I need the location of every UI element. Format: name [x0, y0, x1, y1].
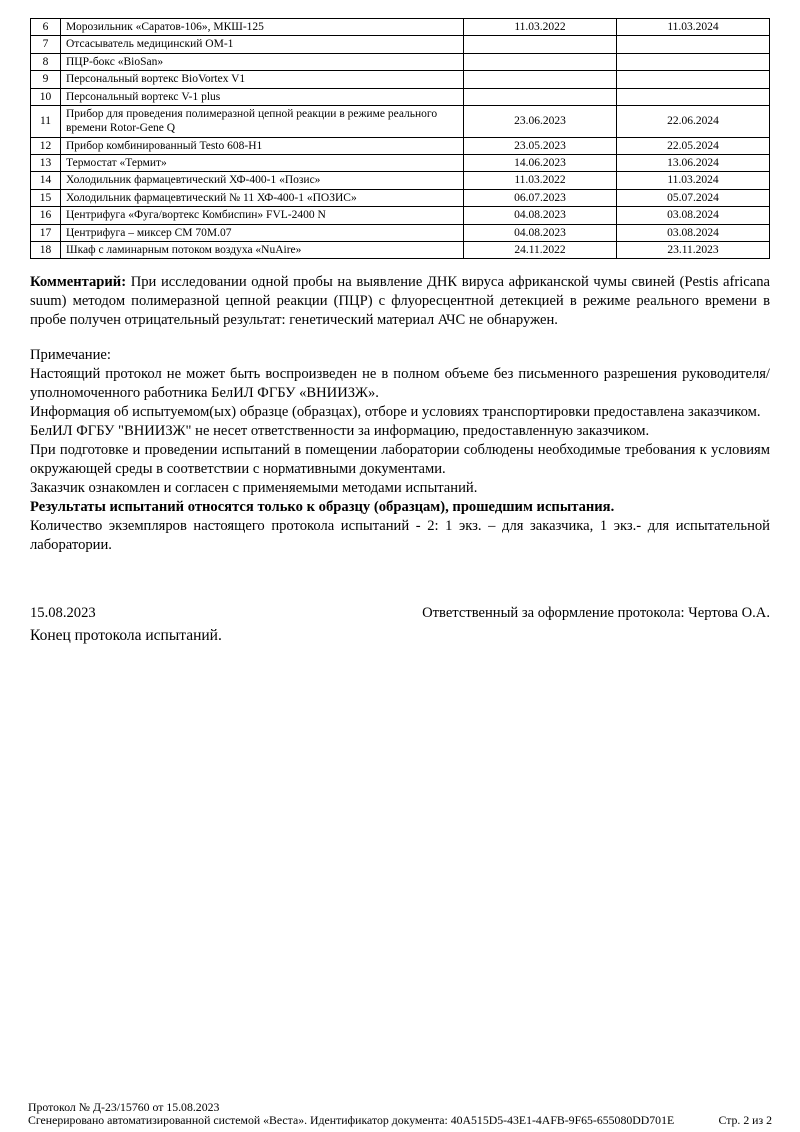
verification-date: 11.03.2022	[464, 19, 617, 36]
next-verification-date: 05.07.2024	[617, 189, 770, 206]
note-line: Количество экземпляров настоящего протокола испытаний - 2: 1 экз. – для заказчика, 1 экз.- для испытательной лаборатории.	[30, 517, 770, 553]
equipment-name: Центрифуга «Фуга/вортекс Комбиспин» FVL-2400 N	[61, 207, 464, 224]
next-verification-date: 03.08.2024	[617, 207, 770, 224]
notes-heading: Примечание:	[30, 347, 111, 364]
footer-page-number: Стр. 2 из 2	[718, 1113, 772, 1128]
equipment-name: Персональный вортекс V-1 plus	[61, 88, 464, 105]
verification-date	[464, 88, 617, 105]
table-row	[31, 207, 770, 224]
next-verification-date: 11.03.2024	[617, 172, 770, 189]
next-verification-date: 22.05.2024	[617, 137, 770, 154]
equipment-name: Морозильник «Саратов-106», МКШ-125	[61, 19, 464, 36]
footer-protocol-number: Протокол № Д-23/15760 от 15.08.2023	[28, 1099, 220, 1114]
note-line: БелИЛ ФГБУ "ВНИИЗЖ" не несет ответственности за информацию, предоставленную заказчиком.	[30, 423, 650, 440]
table-row	[31, 36, 770, 53]
row-number: 17	[31, 224, 61, 241]
note-line: Настоящий протокол не может быть воспроизведен не в полном объеме без письменного разрешения руководителя/уполномоченного работника БелИЛ ФГБУ «ВНИИЗЖ».	[30, 366, 770, 402]
table-row	[31, 105, 770, 137]
equipment-name: Центрифуга – миксер СМ 70М.07	[61, 224, 464, 241]
note-line: Информация об испытуемом(ых) образце (образцах), отборе и условиях транспортировки предоставлена заказчиком.	[30, 404, 761, 421]
verification-date	[464, 71, 617, 88]
table-row	[31, 137, 770, 154]
table-row	[31, 172, 770, 189]
next-verification-date: 23.11.2023	[617, 241, 770, 258]
verification-date: 04.08.2023	[464, 207, 617, 224]
verification-date	[464, 53, 617, 70]
next-verification-date	[617, 71, 770, 88]
equipment-name: Термостат «Термит»	[61, 155, 464, 172]
equipment-table-body	[31, 19, 770, 259]
next-verification-date	[617, 36, 770, 53]
verification-date: 11.03.2022	[464, 172, 617, 189]
table-row	[31, 155, 770, 172]
row-number: 15	[31, 189, 61, 206]
footer-generated-text: Сгенерировано автоматизированной системой «Веста». Идентификатор документа: 40A515D5-43E1-4AFB-9F65-655080DD701E	[28, 1113, 675, 1128]
row-number: 9	[31, 71, 61, 88]
page-footer	[28, 1101, 772, 1128]
table-row	[31, 19, 770, 36]
verification-date	[464, 36, 617, 53]
row-number: 13	[31, 155, 61, 172]
equipment-name: Отсасыватель медицинский ОМ-1	[61, 36, 464, 53]
next-verification-date: 03.08.2024	[617, 224, 770, 241]
table-row	[31, 241, 770, 258]
row-number: 8	[31, 53, 61, 70]
end-of-protocol: Конец протокола испытаний.	[30, 626, 222, 644]
equipment-name: ПЦР-бокс «BioSan»	[61, 53, 464, 70]
notes-list	[30, 365, 770, 555]
next-verification-date	[617, 53, 770, 70]
equipment-name: Шкаф с ламинарным потоком воздуха «NuAire»	[61, 241, 464, 258]
row-number: 6	[31, 19, 61, 36]
note-line: Результаты испытаний относятся только к образцу (образцам), прошедшим испытания.	[30, 498, 615, 515]
verification-date: 23.06.2023	[464, 105, 617, 137]
equipment-name: Холодильник фармацевтический № 11 ХФ-400-1 «ПОЗИС»	[61, 189, 464, 206]
next-verification-date: 11.03.2024	[617, 19, 770, 36]
row-number: 18	[31, 241, 61, 258]
verification-date: 06.07.2023	[464, 189, 617, 206]
equipment-table	[30, 18, 770, 259]
comment-label: Комментарий:	[30, 274, 127, 291]
footer-generated-row	[28, 1114, 772, 1128]
note-line: Заказчик ознакомлен и согласен с применяемыми методами испытаний.	[30, 479, 478, 496]
table-row	[31, 53, 770, 70]
equipment-name: Прибор для проведения полимеразной цепной реакции в режиме реального времени Rotor-Gene Q	[61, 105, 464, 137]
row-number: 14	[31, 172, 61, 189]
responsible-person: Ответственный за оформление протокола: Чертова О.А.	[422, 604, 770, 621]
table-row	[31, 71, 770, 88]
verification-date: 23.05.2023	[464, 137, 617, 154]
next-verification-date: 13.06.2024	[617, 155, 770, 172]
verification-date: 14.06.2023	[464, 155, 617, 172]
row-number: 7	[31, 36, 61, 53]
equipment-name: Прибор комбинированный Testo 608-H1	[61, 137, 464, 154]
comment-text: При исследовании одной пробы на выявление ДНК вируса африканской чумы свиней (Pestis africana suum) методом полимеразной цепной реакции (ПЦР) с флуоресцентной детекцией в режиме реального времени в пробе получен отрицательный результат: генетический материал АЧС не обнаружен.	[30, 274, 770, 329]
table-row	[31, 224, 770, 241]
equipment-name: Холодильник фармацевтический ХФ-400-1 «Позис»	[61, 172, 464, 189]
next-verification-date: 22.06.2024	[617, 105, 770, 137]
next-verification-date	[617, 88, 770, 105]
notes-section	[30, 346, 770, 555]
table-row	[31, 88, 770, 105]
row-number: 11	[31, 105, 61, 137]
table-row	[31, 189, 770, 206]
equipment-name: Персональный вортекс BioVortex V1	[61, 71, 464, 88]
comment-paragraph	[30, 273, 770, 330]
row-number: 12	[31, 137, 61, 154]
verification-date: 04.08.2023	[464, 224, 617, 241]
protocol-date: 15.08.2023	[30, 604, 96, 621]
row-number: 16	[31, 207, 61, 224]
verification-date: 24.11.2022	[464, 241, 617, 258]
row-number: 10	[31, 88, 61, 105]
signature-row	[30, 605, 770, 622]
note-line: При подготовке и проведении испытаний в помещении лаборатории соблюдены необходимые требования к условиям окружающей среды в соответствии с нормативными документами.	[30, 442, 770, 477]
